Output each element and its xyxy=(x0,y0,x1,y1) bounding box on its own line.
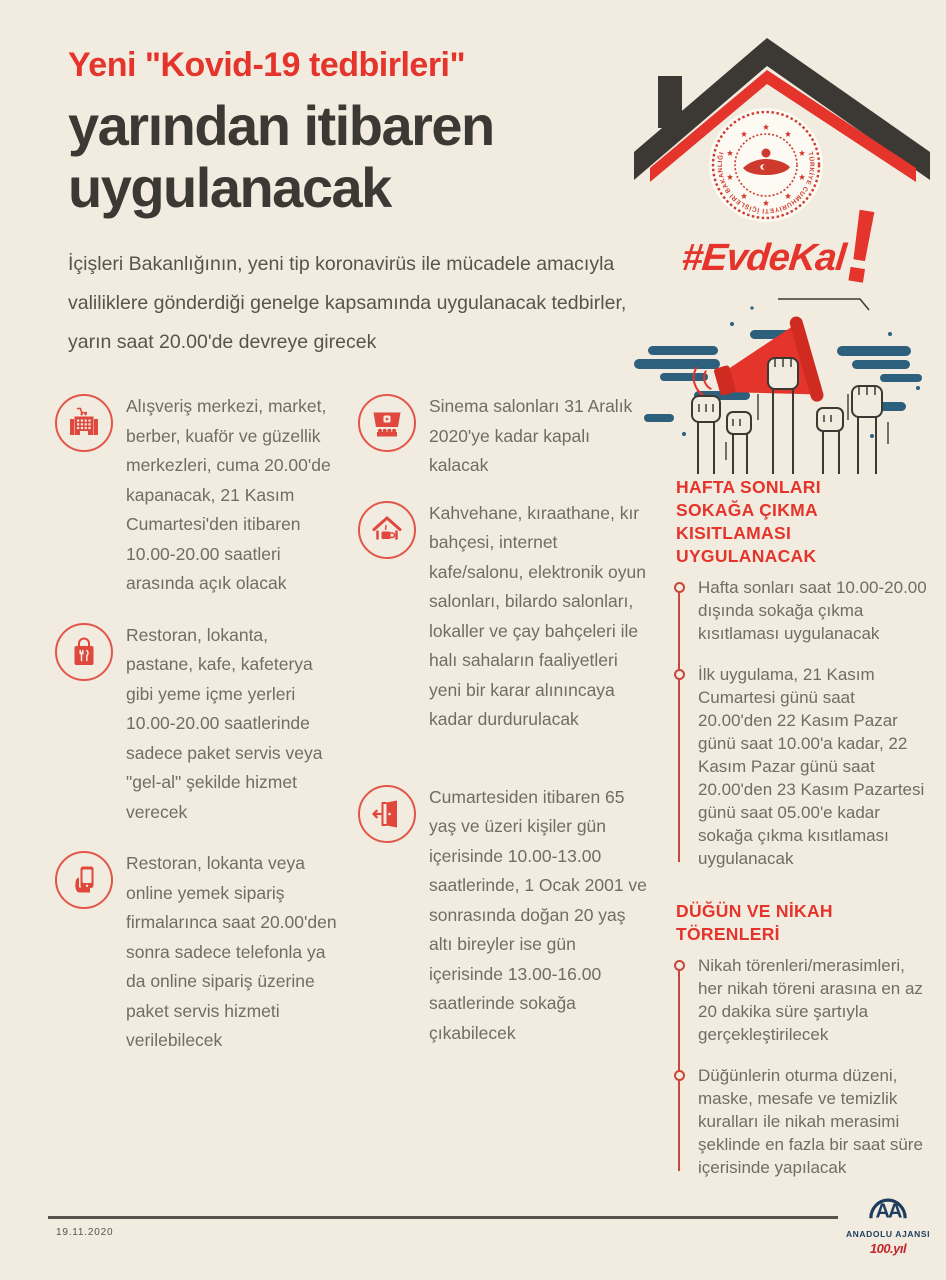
measure-text: Alışveriş merkezi, market, berber, kuaför ve güzellik merkezleri, cuma 20.00'de kapanacak, 21 Kasım Cumartesi'den itibaren 10.00-20.00 saatleri arasında açık olacak xyxy=(126,396,331,593)
announcement-illustration xyxy=(632,296,934,474)
bullet-item: Hafta sonları saat 10.00-20.00 dışında sokağa çıkma kısıtlaması uygulanacak xyxy=(674,576,928,645)
takeaway-bag-icon xyxy=(55,623,113,681)
right-panel xyxy=(674,476,928,1197)
svg-text:AA: AA xyxy=(875,1200,901,1223)
measure-text: Restoran, lokanta, pastane, kafe, kafeterya gibi yeme içme yerleri 10.00-20.00 saatlerinde sadece paket servis veya "gel-al" şekilde hizmet verecek xyxy=(126,624,323,822)
measure-item xyxy=(55,849,338,1056)
mall-icon xyxy=(55,394,113,452)
measure-text: Restoran, lokanta veya online yemek sipariş firmalarınca saat 20.00'den sonra sadece telefonla ya da online sipariş üzerine paket servis hizmeti verilebilecek xyxy=(126,853,337,1050)
bullet-item: Nikah törenleri/merasimleri, her nikah töreni arasına en az 20 dakika süre şartıyla gerçekleştirilecek xyxy=(674,954,928,1046)
section-weddings xyxy=(674,900,928,1179)
ministry-seal xyxy=(709,108,823,222)
aa-monogram-icon xyxy=(865,1183,911,1223)
measure-item xyxy=(358,392,648,481)
section-heading: HAFTA SONLARI SOKAĞA ÇIKMA KISITLAMASI UYGULANACAK xyxy=(676,477,821,566)
measure-item xyxy=(358,499,648,735)
bullet-item: İlk uygulama, 21 Kasım Cumartesi günü saat 20.00'den 22 Kasım Pazar günü saat 10.00'a kadar, 22 Kasım Pazar günü saat 20.00'den 23 Kasım Pazartesi günü saat 05.00'e kadar sokağa çıkma kısıtlaması uygulanacak xyxy=(674,663,928,870)
cinema-icon xyxy=(358,394,416,452)
footer-rule xyxy=(48,1216,838,1219)
bullet-item: Düğünlerin oturma düzeni, maske, mesafe ve temizlik kuralları ile nikah merasimi şeklinde en fazla bir saat süre içerisinde yapılacak xyxy=(674,1064,928,1179)
page-subtitle: İçişleri Bakanlığının, yeni tip koronavirüs ile mücadele amacıyla valiliklere gönderdiği genelge kapsamında uygulanacak tedbirler, yarın saat 20.00'de devreye girecek xyxy=(68,253,627,353)
page-title-highlight: Yeni "Kovid-19 tedbirleri" xyxy=(68,46,466,84)
header xyxy=(68,46,653,362)
stay-home-hashtag: #EvdeKal xyxy=(679,237,848,279)
bullet-list xyxy=(674,954,928,1179)
measure-text: Sinema salonları 31 Aralık 2020'ye kadar kapalı kalacak xyxy=(429,396,633,475)
section-heading: DÜĞÜN VE NİKAH TÖRENLERİ xyxy=(676,901,833,944)
bullet-list xyxy=(674,576,928,870)
measure-item xyxy=(55,392,338,599)
agency-name: ANADOLU AJANSI xyxy=(845,1229,931,1239)
measure-item xyxy=(55,621,338,828)
measure-text: Kahvehane, kıraathane, kır bahçesi, internet kafe/salonu, elektronik oyun salonları, bilardo salonları, lokaller ve çay bahçeleri ile halı sahaların faaliyetleri yeni bir karar alınıncaya kadar durdurulacak xyxy=(429,502,646,729)
publish-date: 19.11.2020 xyxy=(56,1227,114,1238)
stay-home-graphic xyxy=(632,34,934,478)
measure-item xyxy=(358,783,648,1049)
aa-logo xyxy=(840,1183,936,1256)
measure-text: Cumartesiden itibaren 65 yaş ve üzeri kişiler gün içerisinde 10.00-13.00 saatlerinde, 1 Ocak 2001 ve sonrasında doğan 20 yaş altı bireyler ise gün içerisinde 13.00-16.00 saatlerinde sokağa çıkabilecek xyxy=(429,786,647,1043)
measures-column-middle xyxy=(358,392,648,1070)
page-title xyxy=(68,95,653,219)
coffee-house-icon xyxy=(358,501,416,559)
seal-text: TÜRKİYE CUMHURİYETİ İÇİŞLERİ BAKANLIĞI xyxy=(716,151,816,215)
page-title-line2: yarından itibaren xyxy=(68,94,494,157)
phone-order-icon xyxy=(55,851,113,909)
centenary-badge: 100.yıl xyxy=(869,1241,907,1256)
exit-door-icon xyxy=(358,785,416,843)
measures-column-left xyxy=(55,392,338,1078)
exclamation-mark: ! xyxy=(835,187,888,307)
page-title-line3: uygulanacak xyxy=(68,156,391,219)
section-weekend-curfew xyxy=(674,476,928,870)
